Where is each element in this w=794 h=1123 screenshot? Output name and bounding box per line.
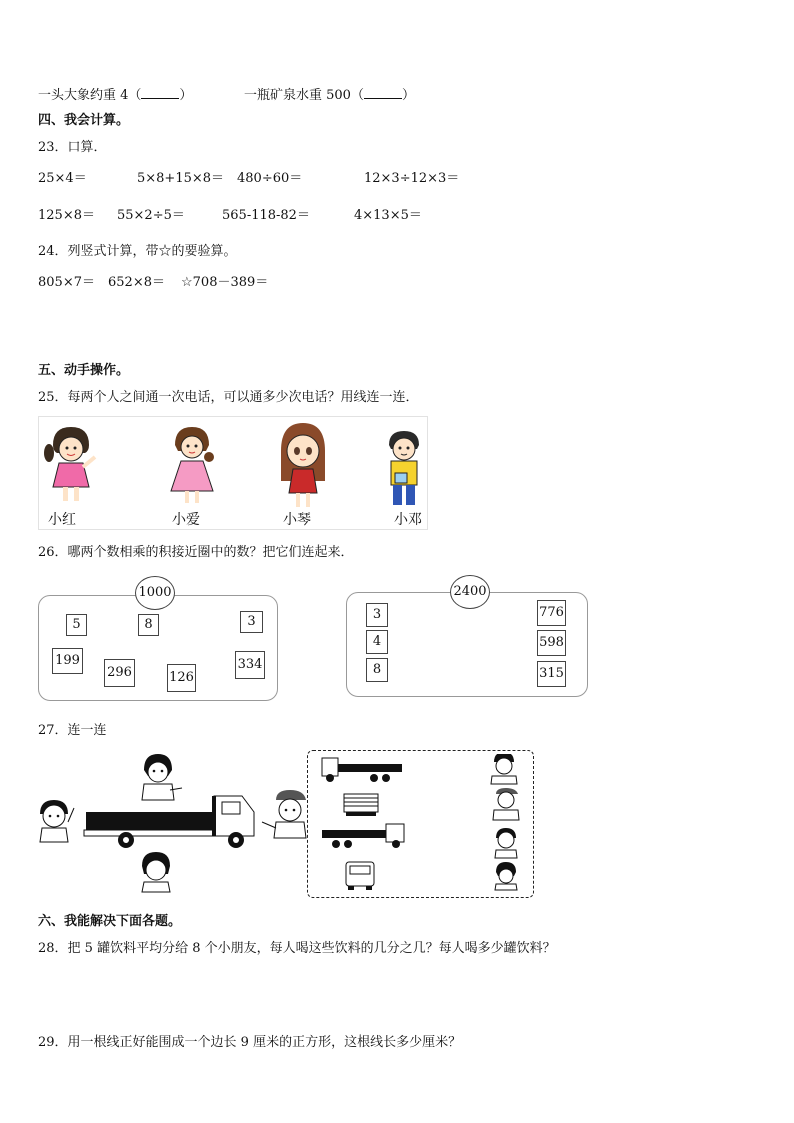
- number-box[interactable]: 598: [537, 630, 566, 656]
- section-6-title: 六、我能解决下面各题。: [38, 914, 182, 929]
- q25-title: 25．每两个人之间通一次电话，可以通多少次电话？用线连一连．: [38, 390, 419, 405]
- q23-item: 4×13×5＝: [354, 208, 422, 223]
- truck-side-view-icon[interactable]: [322, 824, 404, 848]
- q23-item: 565-118-82＝: [222, 208, 310, 223]
- q23-item: 5×8+15×8＝: [137, 171, 225, 186]
- child-head-icon[interactable]: [491, 754, 517, 784]
- number-box[interactable]: 334: [235, 651, 265, 679]
- section-4-title: 四、我会计算。: [38, 113, 130, 128]
- kid-name-label: 小红: [48, 512, 76, 528]
- target-circle[interactable]: 1000: [135, 576, 175, 610]
- child-right-icon[interactable]: [262, 790, 306, 838]
- number-box[interactable]: 5: [66, 614, 87, 636]
- kids-picture-panel: [38, 416, 428, 530]
- q24-item: 652×8＝: [108, 275, 165, 290]
- number-box[interactable]: 4: [366, 630, 388, 654]
- q23-item: 125×8＝: [38, 208, 95, 223]
- number-box[interactable]: 8: [138, 614, 159, 636]
- child-head-icon[interactable]: [495, 862, 517, 890]
- answer-blank[interactable]: [364, 86, 402, 99]
- section-5-title: 五、动手操作。: [38, 363, 130, 378]
- q29-question: 29．用一根线正好能围成一个边长 9 厘米的正方形，这根线长多少厘米？: [38, 1035, 462, 1050]
- q24-item: ☆708－389＝: [181, 275, 269, 290]
- number-box[interactable]: 8: [366, 658, 388, 682]
- elephant-unit-question: 一头大象约重 4（ ）: [38, 88, 193, 103]
- q23-item: 12×3÷12×3＝: [364, 171, 460, 186]
- number-box[interactable]: 126: [167, 664, 196, 692]
- number-box[interactable]: 199: [52, 648, 83, 674]
- child-top-icon[interactable]: [142, 754, 182, 800]
- kid-name-label: 小爱: [172, 512, 200, 528]
- child-head-icon[interactable]: [493, 788, 519, 820]
- truck-icon[interactable]: [84, 796, 254, 848]
- child-head-icon[interactable]: [495, 828, 517, 858]
- q23-item: 25×4＝: [38, 171, 87, 186]
- water-unit-question: 一瓶矿泉水重 500（ ）: [244, 88, 415, 103]
- number-box[interactable]: 3: [366, 603, 388, 627]
- child-left-icon[interactable]: [40, 800, 74, 842]
- answer-blank[interactable]: [141, 86, 179, 99]
- truck-front-view-icon[interactable]: [346, 862, 374, 890]
- number-box[interactable]: 776: [537, 600, 566, 626]
- q24-title: 24．列竖式计算，带☆的要验算。: [38, 244, 237, 259]
- q23-title: 23．口算．: [38, 140, 107, 155]
- girl-figure-icon[interactable]: [277, 421, 329, 509]
- q26-title: 26．哪两个数相乘的积接近圈中的数？把它们连起来．: [38, 545, 354, 560]
- number-box[interactable]: 3: [240, 611, 263, 633]
- truck-views-illustration: [316, 754, 526, 894]
- q23-item: 55×2÷5＝: [117, 208, 185, 223]
- q28-question: 28．把 5 罐饮料平均分给 8 个小朋友，每人喝这些饮料的几分之几？每人喝多少罐饮料？: [38, 941, 556, 956]
- truck-scene-illustration: [36, 752, 308, 894]
- target-circle[interactable]: 2400: [450, 575, 490, 609]
- q24-item: 805×7＝: [38, 275, 95, 290]
- girl-figure-icon[interactable]: [167, 423, 217, 509]
- number-box[interactable]: 296: [104, 659, 135, 687]
- child-bottom-icon[interactable]: [142, 852, 170, 892]
- q23-item: 480÷60＝: [237, 171, 303, 186]
- kid-name-label: 小邓: [394, 512, 422, 528]
- number-box[interactable]: 315: [537, 661, 566, 687]
- truck-side-view-icon[interactable]: [322, 758, 402, 782]
- kid-name-label: 小琴: [283, 512, 311, 528]
- girl-figure-icon[interactable]: [41, 423, 103, 507]
- q27-title: 27．连一连: [38, 723, 107, 738]
- truck-top-view-icon[interactable]: [344, 794, 378, 816]
- boy-figure-icon[interactable]: [381, 427, 427, 511]
